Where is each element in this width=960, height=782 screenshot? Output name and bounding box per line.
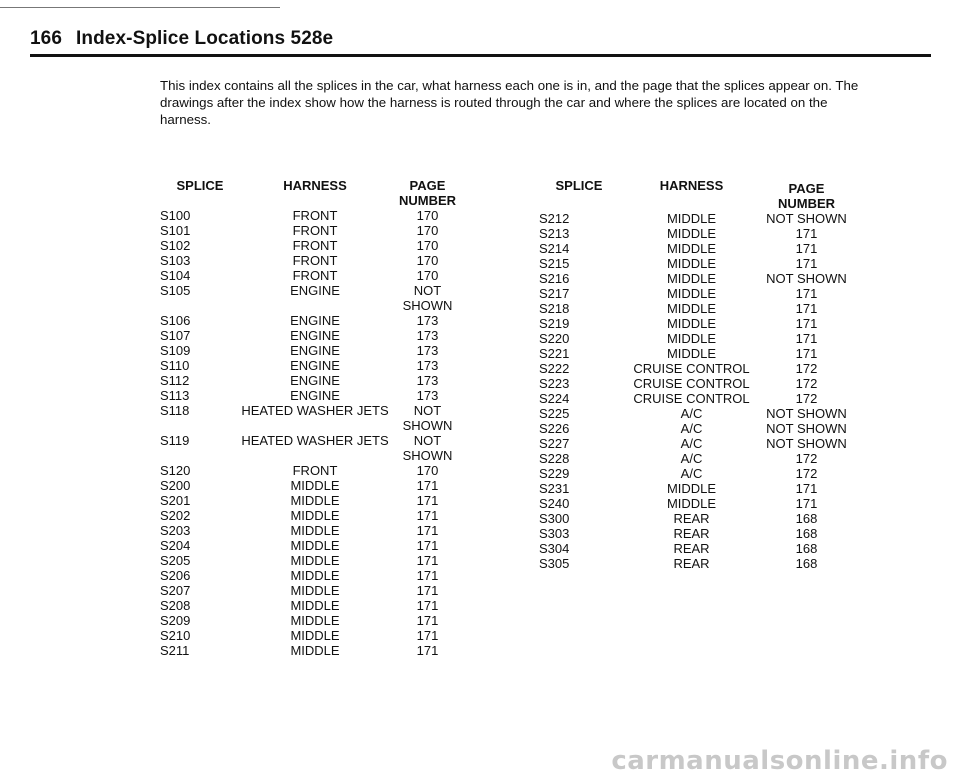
table-row	[160, 553, 465, 568]
harness-cell: FRONT	[292, 208, 338, 223]
splice-cell: S220	[539, 331, 570, 346]
page-cell: 172	[795, 451, 818, 466]
page-cell: 171	[795, 241, 818, 256]
col-header-splice: SPLICE	[176, 178, 224, 193]
table-row	[160, 403, 465, 433]
page-cell: NOT SHOWN	[766, 211, 847, 226]
watermark: carmanualsonline.info	[611, 746, 948, 776]
page-cell: 172	[795, 391, 818, 406]
page-cell: 170	[416, 253, 439, 268]
harness-cell: FRONT	[292, 223, 338, 238]
harness-cell: HEATED WASHER JETS	[241, 403, 389, 418]
splice-cell: S223	[539, 376, 570, 391]
page-number: 166	[30, 28, 63, 49]
page-cell: 171	[795, 316, 818, 331]
page-cell: 171	[416, 628, 439, 643]
intro-paragraph: This index contains all the splices in the car, what harness each one is in, and the page that the splices appear on. The drawings after the index show how the harness is routed through the car and where the splices are located on the harness.	[160, 78, 859, 127]
table-row	[160, 238, 465, 253]
table-row	[539, 331, 849, 346]
table-row	[539, 406, 849, 421]
harness-cell: MIDDLE	[290, 478, 340, 493]
harness-cell: ENGINE	[290, 328, 340, 343]
page-cell: 171	[795, 301, 818, 316]
splice-cell: S110	[160, 358, 190, 373]
table-row	[160, 598, 465, 613]
page-cell: 168	[795, 556, 818, 571]
harness-cell: REAR	[673, 556, 710, 571]
table-row	[160, 253, 465, 268]
harness-cell: A/C	[680, 451, 703, 466]
table-row	[160, 283, 465, 313]
table-row	[160, 478, 465, 493]
col-header-splice: SPLICE	[555, 178, 603, 193]
splice-cell: S106	[160, 313, 191, 328]
splice-cell: S300	[539, 511, 570, 526]
splice-cell: S227	[539, 436, 570, 451]
harness-cell: FRONT	[292, 268, 338, 283]
splice-table-left-body	[160, 208, 465, 658]
splice-cell: S221	[539, 346, 570, 361]
splice-cell: S112	[160, 373, 190, 388]
splice-cell: S226	[539, 421, 570, 436]
table-row	[539, 436, 849, 451]
splice-cell: S229	[539, 466, 570, 481]
harness-cell: MIDDLE	[666, 211, 717, 226]
page-cell: 171	[795, 286, 818, 301]
page-cell: NOT SHOWN	[402, 433, 453, 463]
splice-cell: S203	[160, 523, 191, 538]
splice-cell: S206	[160, 568, 191, 583]
page-cell: 170	[416, 223, 439, 238]
table-row	[160, 268, 465, 283]
harness-cell: FRONT	[292, 463, 338, 478]
harness-cell: FRONT	[292, 238, 338, 253]
page-cell: 172	[795, 466, 818, 481]
harness-cell: A/C	[680, 421, 703, 436]
splice-cell: S105	[160, 283, 191, 298]
table-row	[160, 388, 465, 403]
splice-cell: S102	[160, 238, 191, 253]
page-cell: 171	[416, 538, 439, 553]
table-row	[539, 496, 849, 511]
splice-table-right-body	[539, 211, 849, 571]
table-row	[160, 508, 465, 523]
table-row	[160, 208, 465, 223]
splice-cell: S201	[160, 493, 191, 508]
splice-table-left	[160, 178, 465, 658]
table-row	[539, 376, 849, 391]
splice-cell: S305	[539, 556, 570, 571]
splice-cell: S228	[539, 451, 570, 466]
splice-cell: S120	[160, 463, 191, 478]
harness-cell: MIDDLE	[666, 346, 717, 361]
table-row	[160, 463, 465, 478]
splice-cell: S200	[160, 478, 191, 493]
splice-cell: S217	[539, 286, 570, 301]
table-row	[539, 256, 849, 271]
page-cell: NOT SHOWN	[766, 421, 847, 436]
table-row	[160, 568, 465, 583]
table-row	[160, 628, 465, 643]
harness-cell: FRONT	[292, 253, 338, 268]
table-row	[539, 556, 849, 571]
page-cell: 173	[416, 388, 439, 403]
splice-cell: S303	[539, 526, 570, 541]
table-row	[160, 328, 465, 343]
header-rule	[30, 54, 931, 57]
col-header-page: PAGE NUMBER	[777, 181, 836, 211]
harness-cell: ENGINE	[290, 373, 340, 388]
splice-cell: S207	[160, 583, 191, 598]
table-row	[539, 511, 849, 526]
harness-cell: MIDDLE	[666, 286, 717, 301]
splice-cell: S304	[539, 541, 570, 556]
page-cell: 171	[416, 508, 439, 523]
harness-cell: ENGINE	[290, 343, 340, 358]
harness-cell: MIDDLE	[666, 316, 717, 331]
harness-cell: REAR	[673, 541, 710, 556]
table-row	[539, 526, 849, 541]
page-cell: 173	[416, 328, 439, 343]
page-header	[30, 28, 333, 50]
harness-cell: MIDDLE	[290, 583, 340, 598]
splice-table-right	[539, 178, 849, 571]
splice-cell: S213	[539, 226, 570, 241]
table-header-row	[160, 178, 465, 208]
harness-cell: A/C	[680, 466, 703, 481]
table-row	[160, 583, 465, 598]
table-row	[539, 346, 849, 361]
table-row	[539, 226, 849, 241]
page-cell: 171	[416, 478, 439, 493]
harness-cell: ENGINE	[290, 358, 340, 373]
table-row	[160, 613, 465, 628]
table-row	[539, 241, 849, 256]
splice-cell: S240	[539, 496, 570, 511]
page-cell: 171	[795, 496, 818, 511]
splice-cell: S214	[539, 241, 570, 256]
splice-cell: S119	[160, 433, 190, 448]
page-cell: 168	[795, 526, 818, 541]
table-header-row	[539, 178, 849, 211]
page-cell: 171	[795, 226, 818, 241]
table-row	[539, 421, 849, 436]
harness-cell: MIDDLE	[666, 226, 717, 241]
page-cell: 171	[416, 598, 439, 613]
page-cell: 170	[416, 268, 439, 283]
table-row	[539, 301, 849, 316]
splice-cell: S225	[539, 406, 570, 421]
table-row	[539, 271, 849, 286]
table-row	[539, 391, 849, 406]
harness-cell: CRUISE CONTROL	[633, 391, 750, 406]
harness-cell: MIDDLE	[290, 568, 340, 583]
page-cell: 171	[416, 613, 439, 628]
splice-cell: S218	[539, 301, 570, 316]
page-cell: 172	[795, 361, 818, 376]
page-cell: 171	[416, 553, 439, 568]
page-cell: 171	[795, 256, 818, 271]
table-row	[539, 361, 849, 376]
splice-cell: S224	[539, 391, 570, 406]
splice-cell: S208	[160, 598, 191, 613]
table-row	[160, 493, 465, 508]
table-row	[539, 316, 849, 331]
col-header-page: PAGE NUMBER	[398, 178, 457, 208]
splice-cell: S216	[539, 271, 570, 286]
harness-cell: MIDDLE	[666, 301, 717, 316]
page-cell: NOT SHOWN	[402, 283, 453, 313]
harness-cell: MIDDLE	[290, 598, 340, 613]
splice-cell: S118	[160, 403, 190, 418]
table-row	[539, 211, 849, 226]
harness-cell: MIDDLE	[290, 613, 340, 628]
splice-cell: S210	[160, 628, 191, 643]
table-row	[160, 538, 465, 553]
page-cell: 173	[416, 373, 439, 388]
splice-cell: S101	[160, 223, 191, 238]
splice-cell: S103	[160, 253, 191, 268]
page-cell: 171	[416, 493, 439, 508]
page-cell: 173	[416, 313, 439, 328]
splice-cell: S209	[160, 613, 191, 628]
page-cell: 168	[795, 541, 818, 556]
page-cell: 171	[416, 643, 439, 658]
splice-cell: S202	[160, 508, 191, 523]
splice-cell: S222	[539, 361, 570, 376]
page-cell: NOT SHOWN	[766, 436, 847, 451]
table-row	[160, 358, 465, 373]
page-cell: 173	[416, 343, 439, 358]
harness-cell: MIDDLE	[290, 538, 340, 553]
splice-cell: S104	[160, 268, 191, 283]
page-cell: NOT SHOWN	[402, 403, 453, 433]
page-cell: 171	[795, 346, 818, 361]
splice-cell: S212	[539, 211, 570, 226]
harness-cell: MIDDLE	[290, 523, 340, 538]
table-row	[539, 451, 849, 466]
page-cell: 170	[416, 463, 439, 478]
table-row	[160, 313, 465, 328]
harness-cell: ENGINE	[290, 388, 340, 403]
page-cell: 173	[416, 358, 439, 373]
page-cell: 170	[416, 238, 439, 253]
harness-cell: MIDDLE	[666, 271, 717, 286]
table-row	[539, 466, 849, 481]
page-cell: 170	[416, 208, 439, 223]
page-cell: NOT SHOWN	[766, 406, 847, 421]
table-row	[160, 373, 465, 388]
page-cell: 171	[416, 583, 439, 598]
harness-cell: CRUISE CONTROL	[633, 376, 750, 391]
splice-cell: S205	[160, 553, 191, 568]
splice-cell: S211	[160, 643, 190, 658]
table-row	[160, 343, 465, 358]
harness-cell: MIDDLE	[290, 493, 340, 508]
page-cell: NOT SHOWN	[766, 271, 847, 286]
harness-cell: CRUISE CONTROL	[633, 361, 750, 376]
top-thin-rule	[0, 7, 280, 8]
page-cell: 171	[795, 481, 818, 496]
harness-cell: ENGINE	[290, 283, 340, 298]
splice-cell: S109	[160, 343, 191, 358]
page-cell: 172	[795, 376, 818, 391]
table-row	[539, 541, 849, 556]
splice-cell: S231	[539, 481, 570, 496]
splice-cell: S107	[160, 328, 191, 343]
harness-cell: REAR	[673, 526, 710, 541]
harness-cell: MIDDLE	[666, 496, 717, 511]
page-cell: 171	[795, 331, 818, 346]
harness-cell: MIDDLE	[290, 508, 340, 523]
harness-cell: MIDDLE	[666, 256, 717, 271]
page-cell: 168	[795, 511, 818, 526]
harness-cell: MIDDLE	[290, 553, 340, 568]
page-cell: 171	[416, 523, 439, 538]
harness-cell: REAR	[673, 511, 710, 526]
harness-cell: ENGINE	[290, 313, 340, 328]
table-row	[160, 523, 465, 538]
harness-cell: HEATED WASHER JETS	[241, 433, 389, 448]
col-header-harness: HARNESS	[283, 178, 347, 193]
harness-cell: MIDDLE	[290, 643, 340, 658]
page-cell: 171	[416, 568, 439, 583]
col-header-harness: HARNESS	[659, 178, 724, 193]
table-row	[160, 223, 465, 238]
page-title: Index-Splice Locations 528e	[76, 28, 334, 49]
harness-cell: A/C	[680, 436, 703, 451]
splice-cell: S219	[539, 316, 570, 331]
table-row	[539, 481, 849, 496]
table-row	[160, 433, 465, 463]
harness-cell: MIDDLE	[290, 628, 340, 643]
harness-cell: MIDDLE	[666, 241, 717, 256]
table-row	[160, 643, 465, 658]
splice-cell: S204	[160, 538, 191, 553]
harness-cell: MIDDLE	[666, 481, 717, 496]
splice-cell: S215	[539, 256, 570, 271]
harness-cell: MIDDLE	[666, 331, 717, 346]
harness-cell: A/C	[680, 406, 703, 421]
splice-cell: S100	[160, 208, 191, 223]
table-row	[539, 286, 849, 301]
splice-cell: S113	[160, 388, 190, 403]
